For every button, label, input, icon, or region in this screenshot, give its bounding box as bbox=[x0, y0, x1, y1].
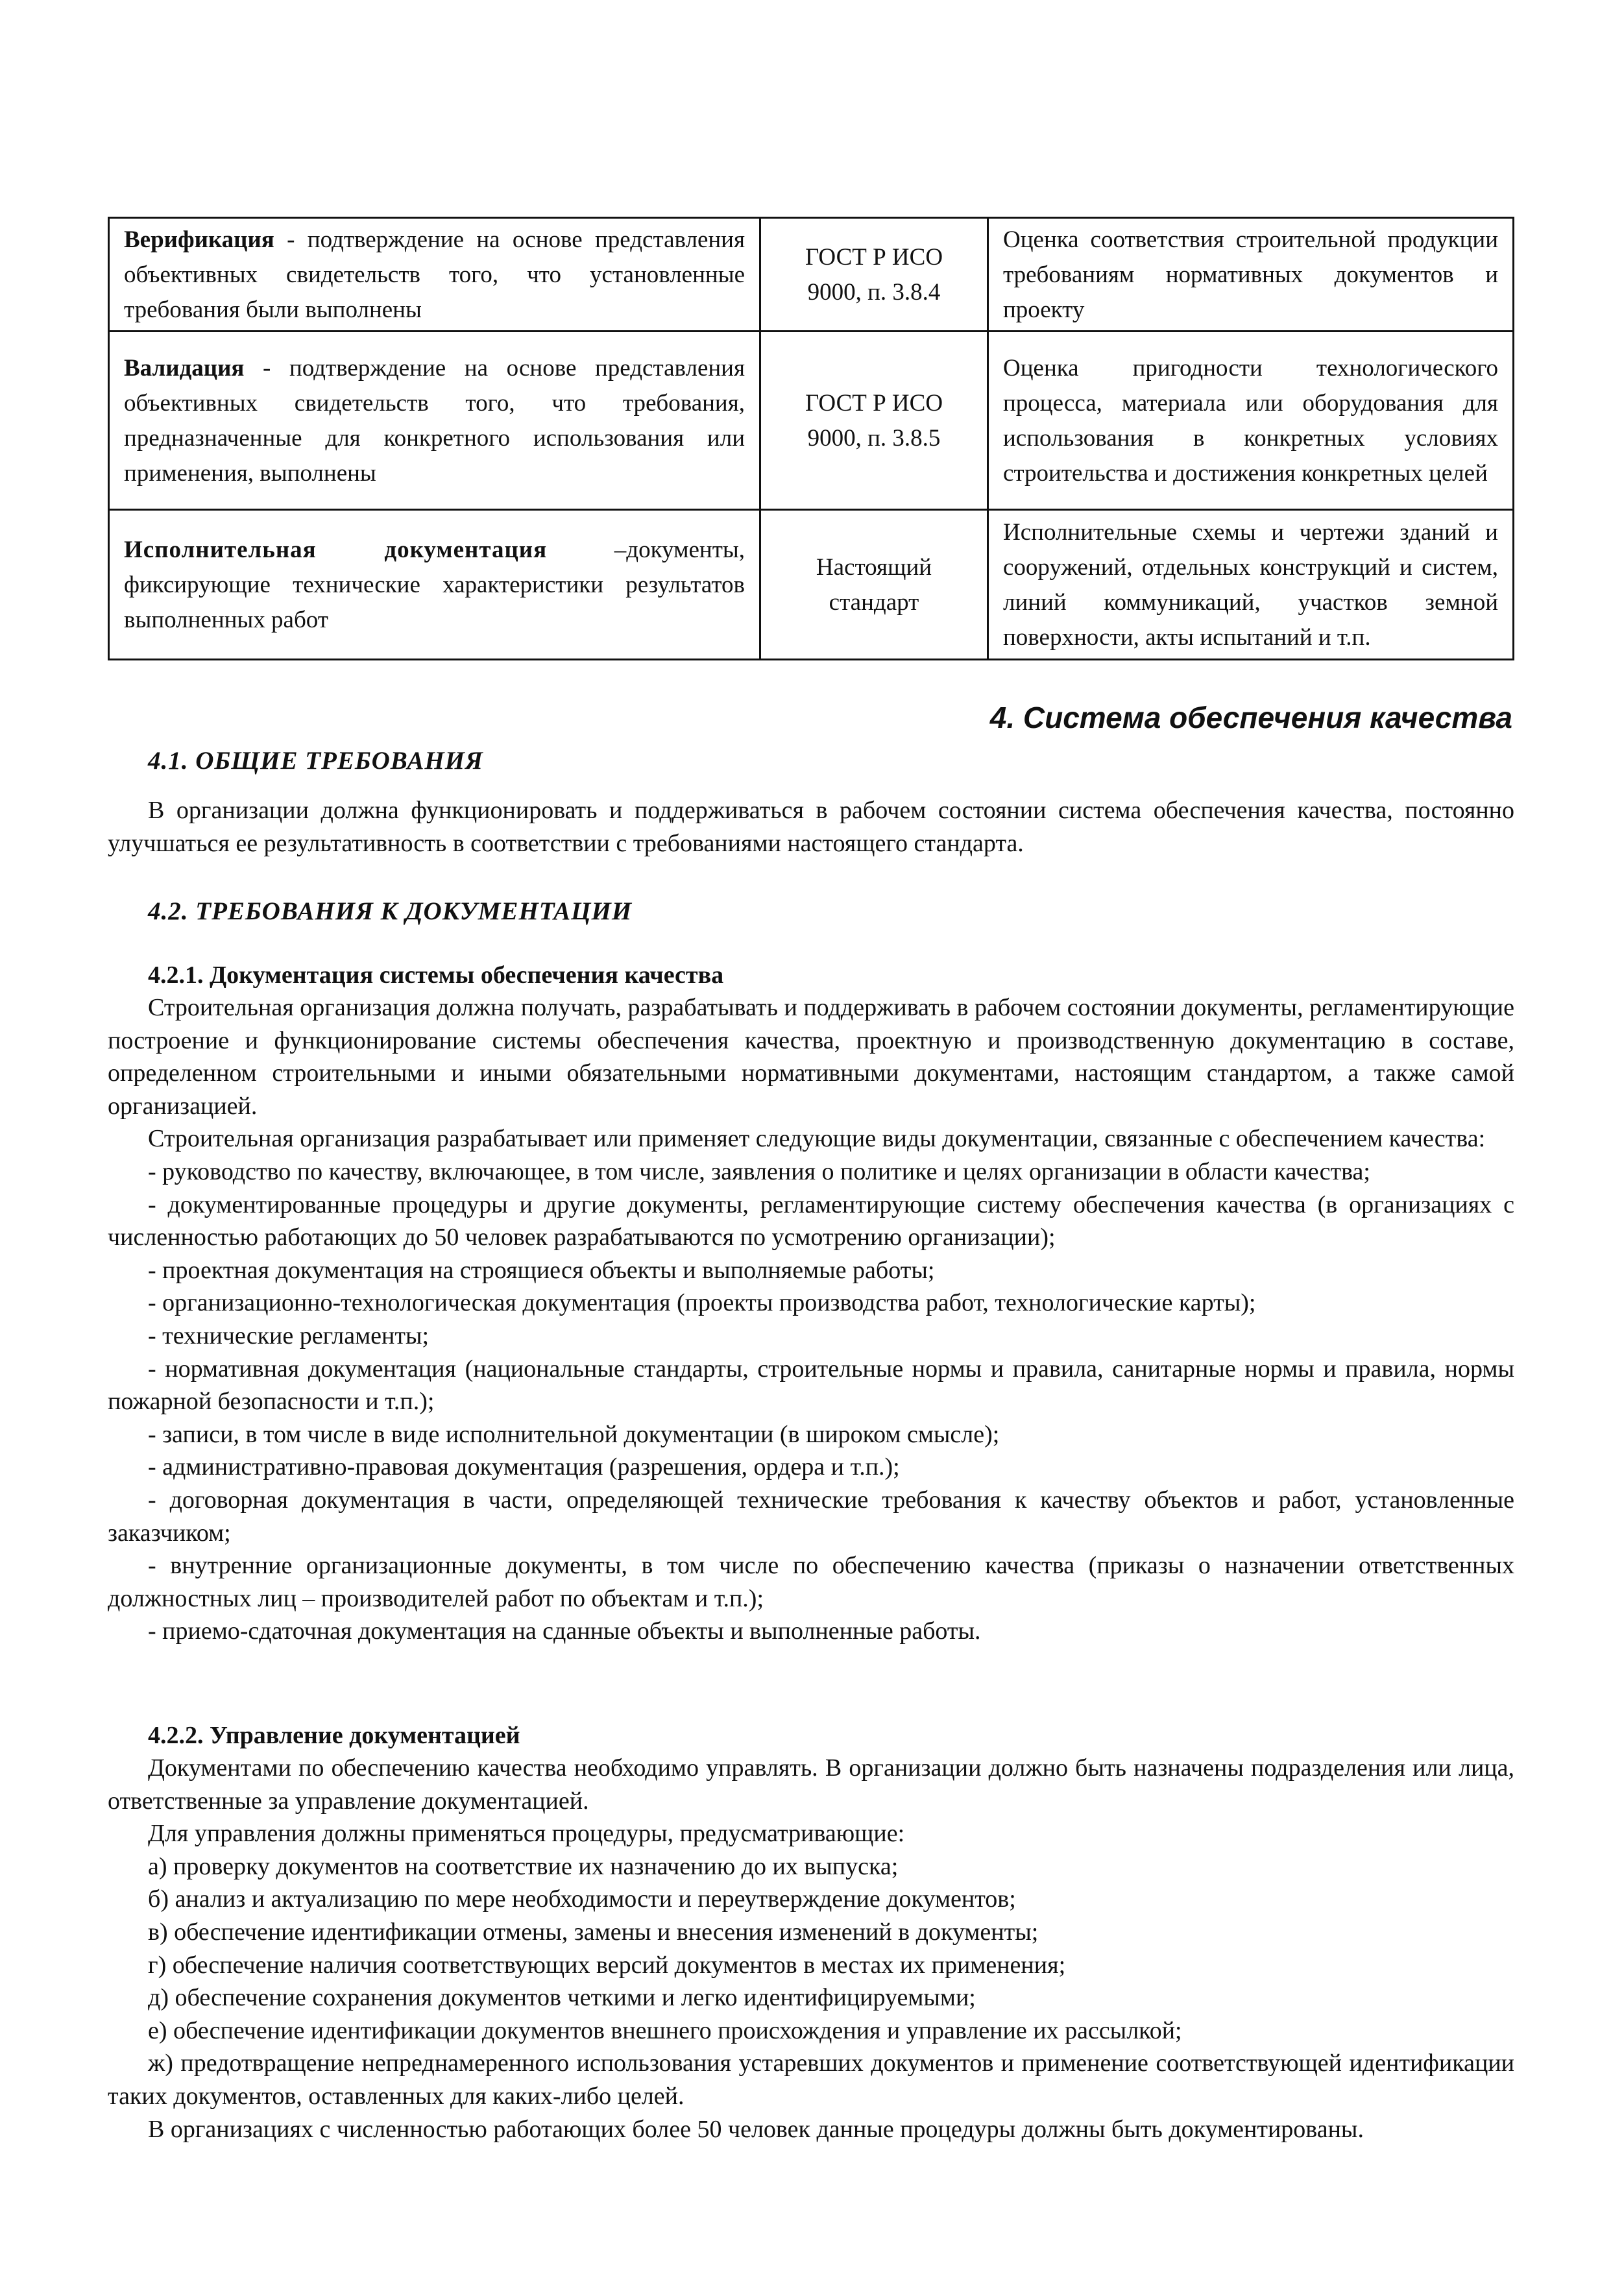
list-item: - административно-правовая документация (разрешения, ордера и т.п.); bbox=[148, 1453, 900, 1481]
list-item: - руководство по качеству, включающее, в том числе, заявления о политике и целях организации в области качества; bbox=[148, 1157, 1370, 1185]
list-item: - внутренние организационные документы, в том числе по обеспечению качества (приказы о назначении ответственных должностных лиц – производителей работ по объектам и т.п.); bbox=[108, 1552, 1514, 1612]
paragraph: В организациях с численностью работающих более 50 человек данные процедуры должны быть документированы. bbox=[148, 2115, 1364, 2143]
terms-table bbox=[108, 217, 1514, 660]
term-definition: - подтверждение на основе представления объективных свидетельств того, что требования, предназначенные для конкретного использования или применения, выполнены bbox=[124, 355, 745, 487]
subsection-title: 4.2. ТРЕБОВАНИЯ К ДОКУМЕНТАЦИИ bbox=[148, 897, 633, 925]
list-item: в) обеспечение идентификации отмены, замены и внесения изменений в документы; bbox=[148, 1918, 1039, 1946]
list-item: - документированные процедуры и другие документы, регламентирующие систему обеспечения качества (в организациях с численностью работающих до 50 человек разрабатываются по усмотрению организации); bbox=[108, 1191, 1514, 1251]
note-cell: Оценка пригодности технологического процесса, материала или оборудования для использования в конкретных условиях строительства и достижения конкретных целей bbox=[988, 332, 1514, 510]
list-item: - организационно-технологическая документация (проекты производства работ, технологические карты); bbox=[148, 1289, 1256, 1317]
list-item: - технические регламенты; bbox=[148, 1322, 430, 1349]
list-item: е) обеспечение идентификации документов внешнего происхождения и управление их рассылкой; bbox=[148, 2016, 1182, 2044]
paragraph: Документами по обеспечению качества необходимо управлять. В организации должно быть назначены подразделения или лица, ответственные за управление документацией. bbox=[108, 1754, 1514, 1815]
section-title: 4. Система обеспечения качества bbox=[989, 701, 1512, 734]
list-item: д) обеспечение сохранения документов четкими и легко идентифицируемыми; bbox=[148, 1984, 976, 2012]
list-item: а) проверку документов на соответствие их назначению до их выпуска; bbox=[148, 1852, 899, 1880]
paragraph: Строительная организация должна получать, разрабатывать и поддерживать в рабочем состоянии документы, регламентирующие построение и функционирование системы обеспечения качества, проектную и производственную документацию в составе, определенном строительными и иными обязательными нормативными документами, настоящим стандартом, а также самой организацией. bbox=[108, 994, 1514, 1120]
list-item: - записи, в том числе в виде исполнительной документации (в широком смысле); bbox=[148, 1420, 1000, 1448]
term-cell bbox=[109, 332, 760, 510]
note-cell: Исполнительные схемы и чертежи зданий и сооружений, отдельных конструкций и систем, линий коммуникаций, участков земной поверхности, акты испытаний и т.п. bbox=[988, 510, 1514, 660]
source-cell: Настоящий стандарт bbox=[760, 510, 988, 660]
paragraph: Строительная организация разрабатывает или применяет следующие виды документации, связанные с обеспечением качества: bbox=[148, 1125, 1486, 1153]
paragraph: Для управления должны применяться процедуры, предусматривающие: bbox=[148, 1820, 905, 1848]
source-cell: ГОСТ Р ИСО 9000, п. 3.8.4 bbox=[760, 218, 988, 332]
clause-title: 4.2.1. Документация системы обеспечения качества bbox=[148, 961, 724, 989]
list-item: б) анализ и актуализацию по мере необходимости и переутверждение документов; bbox=[148, 1885, 1016, 1913]
table-row bbox=[109, 510, 1514, 660]
term-name: Исполнительная документация bbox=[124, 537, 548, 563]
term-definition: –документы, фиксирующие технические характеристики результатов выполненных работ bbox=[124, 537, 745, 633]
paragraph: В организации должна функционировать и поддерживаться в рабочем состоянии система обеспечения качества, постоянно улучшаться ее результативность в соответствии с требованиями настоящего стандарта. bbox=[108, 797, 1514, 857]
clause-body bbox=[108, 991, 1514, 1648]
table-row bbox=[109, 332, 1514, 510]
term-definition: - подтверждение на основе представления объективных свидетельств того, что установленные требования были выполнены bbox=[124, 226, 745, 323]
subsection-title: 4.1. ОБЩИЕ ТРЕБОВАНИЯ bbox=[148, 747, 483, 775]
term-cell bbox=[109, 510, 760, 660]
clause-title: 4.2.2. Управление документацией bbox=[148, 1722, 520, 1749]
list-item: ж) предотвращение непреднамеренного использования устаревших документов и применение соответствующей идентификации таких документов, оставленных для каких-либо целей. bbox=[108, 2049, 1514, 2110]
list-item: - нормативная документация (национальные стандарты, строительные нормы и правила, санитарные нормы и правила, нормы пожарной безопасности и т.п.); bbox=[108, 1355, 1514, 1416]
list-item: - проектная документация на строящиеся объекты и выполняемые работы; bbox=[148, 1256, 935, 1284]
term-name: Верификация bbox=[124, 226, 274, 253]
term-name: Валидация bbox=[124, 355, 245, 381]
table-row bbox=[109, 218, 1514, 332]
list-item: г) обеспечение наличия соответствующих версий документов в местах их применения; bbox=[148, 1951, 1066, 1979]
subsection-body bbox=[108, 794, 1514, 860]
term-cell bbox=[109, 218, 760, 332]
list-item: - договорная документация в части, определяющей технические требования к качеству объектов и работ, установленные заказчиком; bbox=[108, 1486, 1514, 1547]
note-cell: Оценка соответствия строительной продукции требованиям нормативных документов и проекту bbox=[988, 218, 1514, 332]
clause-body bbox=[108, 1752, 1514, 2146]
list-item: - приемо-сдаточная документация на сданные объекты и выполненные работы. bbox=[148, 1617, 981, 1645]
source-cell: ГОСТ Р ИСО 9000, п. 3.8.5 bbox=[760, 332, 988, 510]
